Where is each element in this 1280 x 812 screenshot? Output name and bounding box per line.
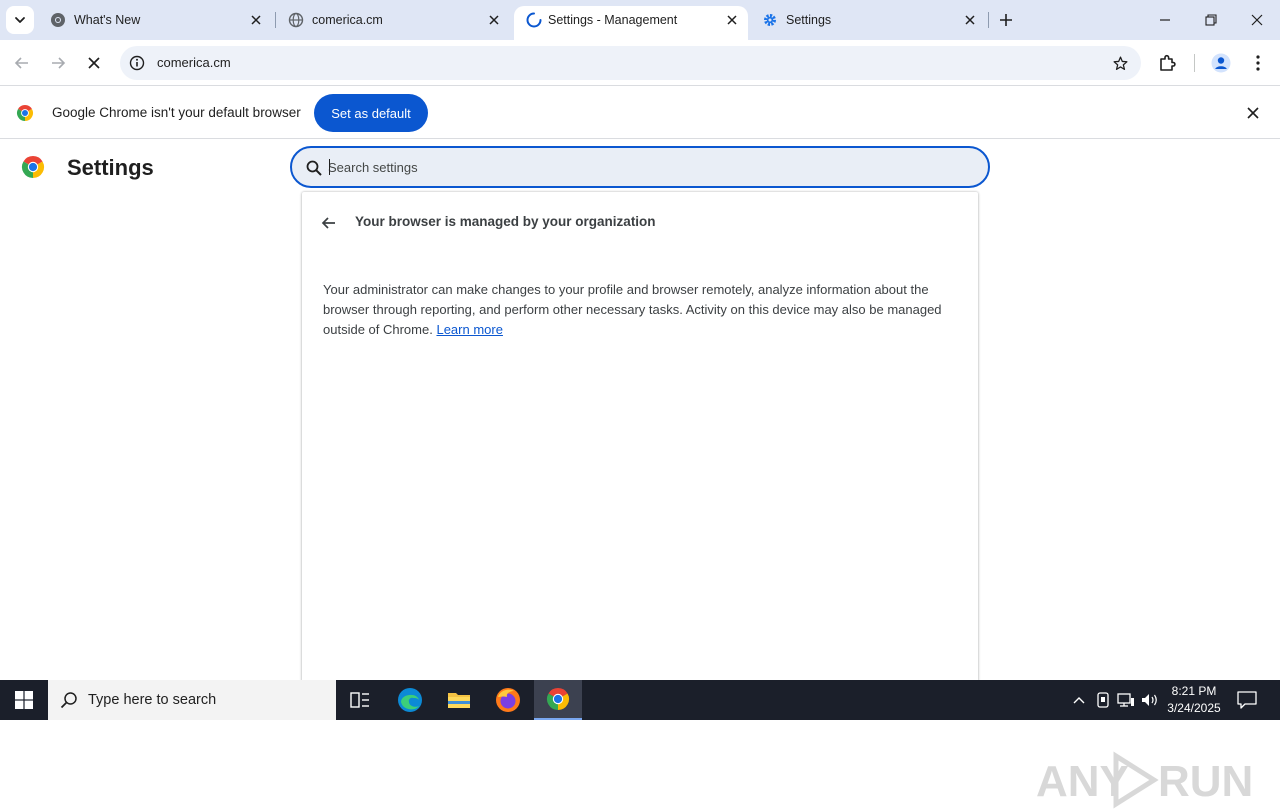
close-window-button[interactable] [1234,0,1280,40]
tab-search-button[interactable] [6,6,34,34]
stop-loading-button[interactable] [81,50,107,76]
description-text: outside of Chrome. [323,322,433,337]
taskbar-firefox[interactable] [484,680,532,720]
tab-divider [988,12,989,28]
close-tab-icon[interactable] [724,12,740,28]
tab-settings[interactable] [750,0,986,40]
search-icon [60,691,78,709]
volume-icon[interactable] [1141,691,1159,709]
taskbar-search-placeholder: Type here to search [88,692,217,708]
tray-device-icon[interactable] [1094,691,1112,709]
chrome-logo-icon [21,155,45,179]
back-arrow-button[interactable] [318,212,340,234]
chevron-down-icon [14,14,26,26]
windows-logo-icon [15,691,33,709]
tab-title: What's New [74,13,141,27]
taskbar-chrome[interactable] [534,680,582,720]
task-view-button[interactable] [336,680,384,720]
search-icon [305,159,323,177]
description-line: Your administrator can make changes to your profile and browser remotely, analyze information about the [323,282,929,297]
tab-whats-new[interactable] [38,0,274,40]
set-as-default-button[interactable]: Set as default [314,94,428,132]
new-tab-button[interactable] [994,8,1018,32]
start-button[interactable] [0,680,48,720]
learn-more-link[interactable]: Learn more [436,322,503,337]
toolbar-divider [1194,54,1195,72]
task-view-icon [350,691,370,709]
arrow-left-icon [321,215,337,231]
management-card [302,192,978,682]
firefox-icon [495,687,521,713]
clock-date: 3/24/2025 [1167,701,1221,715]
bookmark-star-icon[interactable] [1111,54,1129,72]
notification-icon [1237,691,1257,709]
browser-toolbar [0,40,1280,86]
svg-text:RUN: RUN [1158,757,1254,806]
address-bar[interactable] [120,46,1141,80]
management-heading: Your browser is managed by your organization [355,214,656,229]
close-tab-icon[interactable] [486,12,502,28]
tab-comerica[interactable] [276,0,512,40]
infobar-message: Google Chrome isn't your default browser [52,105,301,120]
restore-icon [1205,14,1217,26]
system-clock[interactable] [1160,683,1228,717]
show-hidden-icons-button[interactable] [1070,691,1088,709]
network-icon[interactable] [1117,691,1135,709]
tab-title: Settings [786,13,832,27]
minimize-icon [1159,14,1171,26]
svg-text:ANY: ANY [1036,757,1129,806]
chevron-up-icon [1073,696,1085,704]
puzzle-icon [1158,53,1178,73]
close-icon [87,56,101,70]
settings-search-box[interactable] [290,146,990,188]
chrome-icon [546,687,570,711]
tab-title: Settings - Management [548,13,678,27]
tab-settings-management[interactable] [514,6,748,40]
file-explorer-icon [447,690,471,710]
loading-spinner-icon [526,12,542,28]
minimize-button[interactable] [1142,0,1188,40]
tab-strip [0,0,1280,40]
more-vert-icon [1256,55,1260,71]
default-browser-infobar [0,87,1280,139]
anyrun-watermark-logo [1036,748,1254,812]
management-description [323,280,968,340]
windows-taskbar [0,680,1280,720]
description-line [323,320,968,340]
chrome-icon [50,12,66,28]
back-button[interactable] [9,50,35,76]
description-line: browser through reporting, and perform other necessary tasks. Activity on this device may also be managed [323,302,942,317]
close-tab-icon[interactable] [962,12,978,28]
close-infobar-icon[interactable] [1244,104,1262,122]
text-caret [329,159,330,175]
globe-icon [288,12,304,28]
chrome-logo-icon [16,104,34,122]
extensions-button[interactable] [1157,52,1179,74]
search-input[interactable] [328,156,968,178]
close-icon [1251,14,1263,26]
close-tab-icon[interactable] [248,12,264,28]
taskbar-search-box[interactable] [48,680,336,720]
arrow-right-icon [50,55,66,71]
clock-time: 8:21 PM [1171,684,1217,698]
arrow-left-icon [14,55,30,71]
tab-title: comerica.cm [312,13,383,27]
profile-button[interactable] [1210,52,1232,74]
restore-button[interactable] [1188,0,1234,40]
address-url: comerica.cm [157,55,231,70]
taskbar-edge[interactable] [386,680,434,720]
forward-button[interactable] [45,50,71,76]
avatar-icon [1211,53,1231,73]
edge-icon [397,687,423,713]
notification-center-button[interactable] [1236,690,1258,710]
plus-icon [999,13,1013,27]
gear-icon [762,12,778,28]
site-info-icon[interactable] [129,55,145,71]
taskbar-file-explorer[interactable] [435,680,483,720]
page-title: Settings [67,155,154,180]
menu-button[interactable] [1247,52,1269,74]
